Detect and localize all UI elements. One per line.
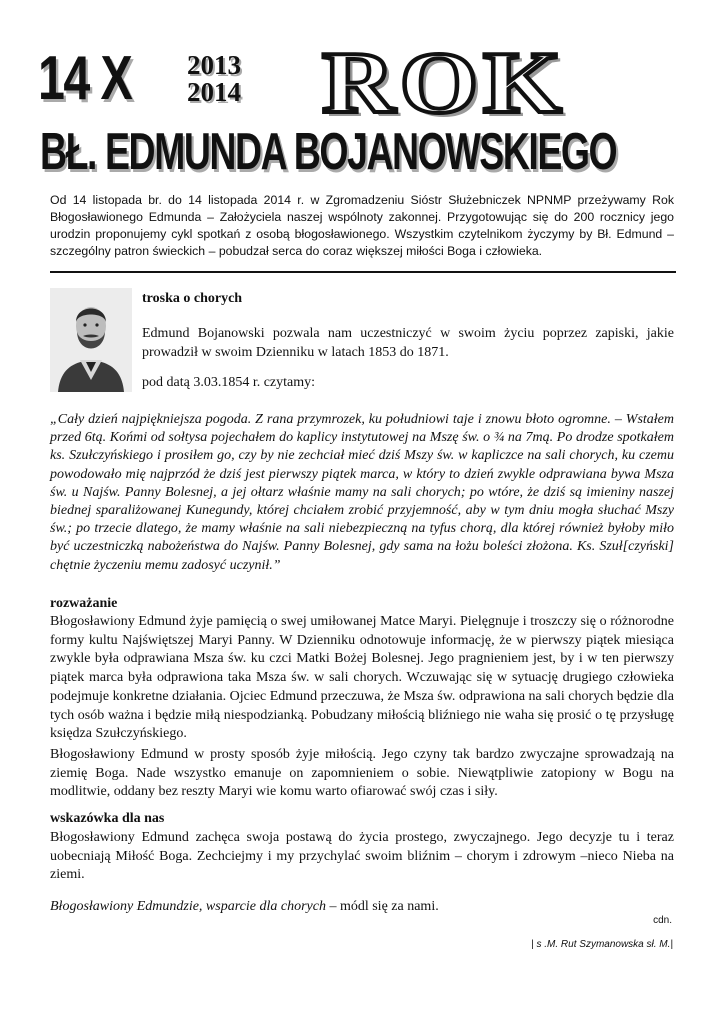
reflection-para-2: Błogosławiony Edmund w prosty sposób żyje miłością. Jego czyny tak bardzo zwyczajne sprowadzają na ziemię Boga. Nade wszystko emanuje on zapomnieniem o sobie. Niewątpliwie zatopiony w Bogu na modlitwie, oddany bez reszty Maryi wie komu warto ofiarować swój czas i siły.	[50, 747, 674, 800]
header-years	[187, 52, 241, 106]
reflection-para-1: Błogosławiony Edmund żyje pamięcią o swej umiłowanej Matce Maryi. Pielęgnuje i troszczy się o różnorodne formy kultu Najświętszej Maryi Panny. W Dzienniku odnotowuje informację, że w pierwszy piątek miesiąca zwykle była odprawiana Msza św. ku czci Matki Bożej Bolesnej. Jego pragnieniem jest, by i w ten pierwszy piątek marca była odprawiona taka Msza św. w sali chorych. Wczuwając się w sytuację drugiego człowieka podejmuje konkretne działania. Ojciec Edmund przeczuwa, że Msza św. odprawiona na sali chorych będzie dla tych osób ważna i będzie miłą niespodzianką. Pobudzany miłością bliźniego nie waha się prosić o tę przysługę księdza Szułczyńskiego.	[50, 614, 674, 742]
intro-text: Od 14 listopada br. do 14 listopada 2014 r. w Zgromadzeniu Sióstr Służebniczek NPNMP przeżywamy Rok Błogosławionego Edmunda – Założyciela naszej wspólnoty zakonnej. Przygotowując się do 200 rocznicy jego urodzin proponujemy cykl spotkań z osobą błogosławionego. Wszystkim czytelnikom życzymy by Bł. Edmund – szczególny patron świeckich – pobudzał serca do coraz większej miłości Boga i człowieka.	[50, 193, 674, 258]
section-heading-care: troska o chorych	[142, 291, 243, 306]
prayer-italic: Błogosławiony Edmundzie, wsparcie dla chorych	[50, 899, 326, 914]
year-top: 2013	[187, 50, 241, 80]
author-signature: | s .M. Rut Szymanowska sł. M.|	[531, 939, 673, 950]
hint-para: Błogosławiony Edmund zachęca swoja postawą do życia prostego, zwyczajnego. Jego decyzje tu i teraz uobecniają Miłość Boga. Zechciejmy i my przychylać swoim bliźnim – chorym i zdrowym –nieco Nieba na ziemi.	[50, 830, 674, 883]
portrait-image	[50, 288, 132, 392]
prayer-line	[50, 898, 674, 917]
section-para-intro: Edmund Bojanowski pozwala nam uczestniczyć w swoim życiu poprzez zapiski, jakie prowadził w swoim Dzienniku w latach 1853 do 1871.	[142, 326, 674, 360]
prayer-rest: – módl się za nami.	[325, 899, 439, 914]
section-para-date: pod datą 3.03.1854 r. czytamy:	[142, 375, 316, 390]
portrait-icon	[50, 288, 132, 392]
section-heading-reflection: rozważanie	[50, 596, 118, 611]
section-heading-hint: wskazówka dla nas	[50, 811, 165, 826]
header-number: 14 X	[38, 44, 132, 113]
diary-quote: „Cały dzień najpiękniejsza pogoda. Z rana przymrozek, ku południowi taje i znowu błoto ogromne. – Wstałem przed 6tą. Końmi od sołtysa pojechałem do kaplicy instytutowej na Mszę św. o ¾ na 7mą. Po drodze spotkałem ks. Szułczyńskiego i prosiłem go, czy by nie zechciał mieć dziś Mszy św. w kapliczce na sali chorych, ku czemu powodowało mię najprzód że dziś jest pierwszy piątek marca, w który to dzień zwykle odprawiana bywa Msza św. u Najśw. Panny Bolesnej, a jej ołtarz właśnie mamy na sali chorych; po wtóre, że dziś są imieniny naszej biednej sparaliżowanej Kunegundy, której chciałem zrobić przyjemność, aby w tym dniu mogła słuchać Mszy św.; po trzecie dlatego, że mamy właśnie na sali niebezpieczną na tyfus chorą, dla której również byłoby miło być uczestniczką nabożeństwa do Najśw. Panny Bolesnej, gdy sama na łożu boleści złożona. Ks. Szuł[czyński] chętnie życzeniu memu zadosyć uczynił.”	[50, 412, 674, 573]
header-subtitle: BŁ. EDMUNDA BOJANOWSKIEGO	[40, 123, 617, 181]
header-rok: ROK	[322, 35, 567, 132]
continued-note: cdn.	[653, 915, 672, 926]
divider	[50, 271, 676, 273]
year-bottom: 2014	[187, 77, 241, 107]
